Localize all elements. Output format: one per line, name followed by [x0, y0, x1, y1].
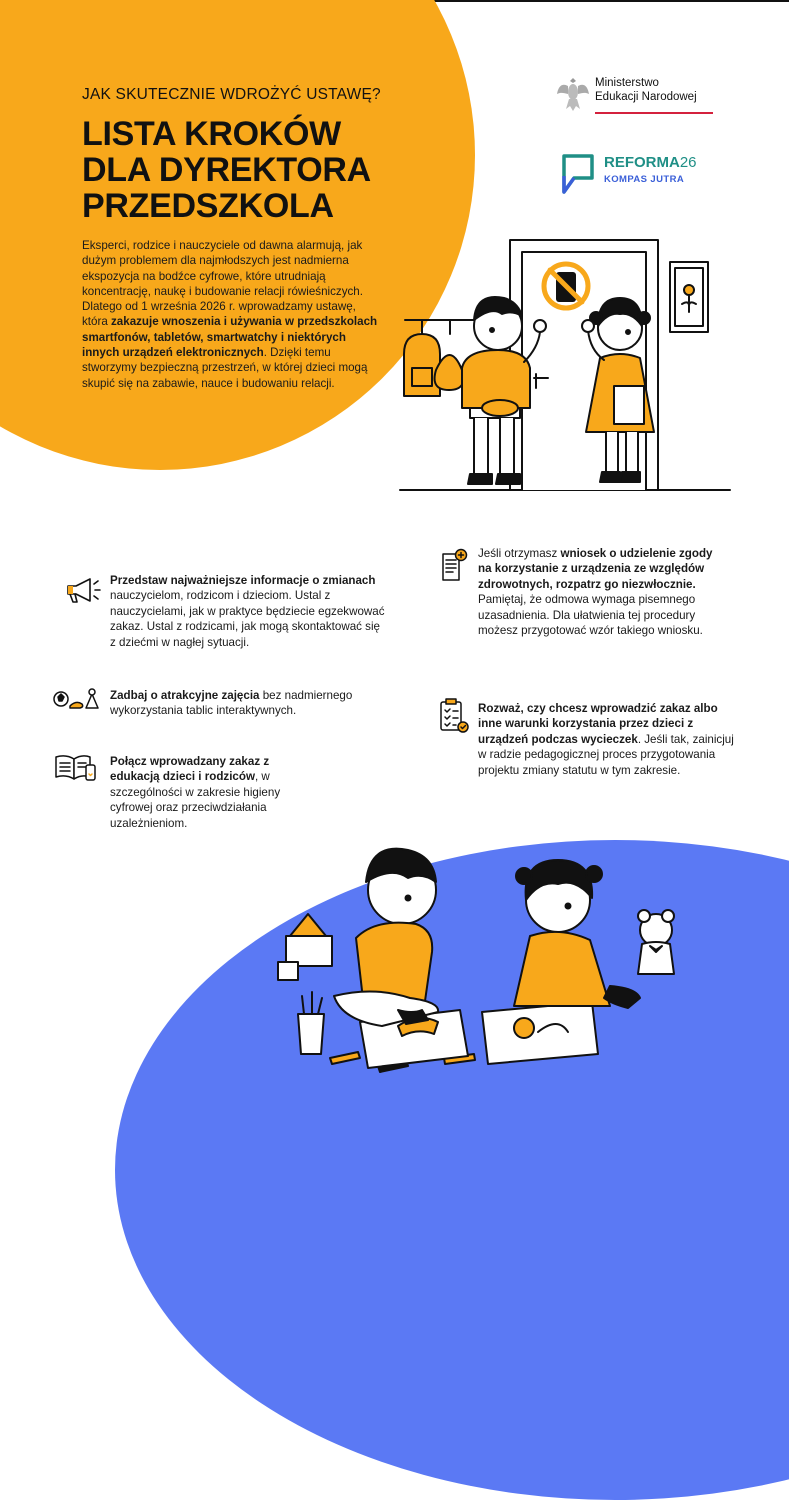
- ministry-red-rule: [595, 112, 713, 114]
- reforma-logo: [560, 152, 730, 198]
- page-title: [82, 116, 371, 224]
- step-3-text: [110, 754, 288, 831]
- reforma-logo-icon: [560, 152, 596, 196]
- step-2-text: [110, 688, 372, 719]
- book-phone-icon: [52, 753, 98, 783]
- step-4-bold: wniosek o udzielenie zgody na korzystanie z urządzenia ze względów zdrowotnych, rozpatrz go niezwłocznie.: [478, 547, 713, 591]
- intro-paragraph: [82, 238, 382, 391]
- step-4-body: Pamiętaj, że odmowa wymaga pisemnego uzasadnienia. Dla ułatwienia tej procedury możesz przygotować wzór takiego wniosku.: [478, 593, 703, 638]
- illustration-kids-at-door: [400, 228, 730, 498]
- step-5-text: [478, 701, 740, 778]
- eagle-emblem-icon: [555, 74, 591, 114]
- reforma-title: [604, 154, 697, 171]
- step-4-text: [478, 546, 718, 638]
- step-2-body: bez nadmiernego wykorzystania tablic interaktywnych.: [110, 689, 353, 718]
- intro-bold: zakazuje wnoszenia i używania w przedszkolach smartfonów, tabletów, smartwatchy i niektórych innych urządzeń elektronicznych: [82, 315, 378, 360]
- megaphone-icon: [64, 576, 104, 606]
- reforma-number: 26: [679, 154, 697, 171]
- step-1-body: nauczycielom, rodzicom i dzieciom. Ustal z nauczycielami, jak w praktyce będziecie egzekwować zakaz. Ustal z rodzicami, jak mogą skontaktować się z dziećmi w nagłej sytuacji.: [110, 589, 385, 649]
- step-1-text: [110, 573, 385, 650]
- reforma-bold: REFORMA: [604, 154, 680, 171]
- ministry-name: [595, 76, 697, 104]
- step-1-bold: Przedstaw najważniejsze informacje o zmianach: [110, 574, 376, 587]
- checklist-icon: [438, 698, 470, 734]
- title-line-2: DLA DYREKTORA: [82, 151, 371, 189]
- ministry-logo: [555, 72, 715, 118]
- illustration-kids-drawing: [268, 826, 708, 1086]
- intro-text-1: Eksperci, rodzice i nauczyciele od dawna alarmują, jak dużym problemem dla najmłodszych jest nadmierna ekspozycja na bodźce cyfrowe, które utrudniają koncentrację, naukę i budowanie relacji rówieśniczych. Dlatego od 1 września 2026 r. wprowadzamy ustawę, która: [82, 239, 363, 329]
- step-4-lead: Jeśli otrzymasz: [478, 547, 561, 560]
- step-5-body: . Jeśli tak, zainicjuj w radzie pedagogicznej proces przygotowania projektu zmiany statutu w tym zakresie.: [478, 732, 734, 777]
- title-line-3: PRZEDSZKOLA: [82, 187, 334, 225]
- toys-icon: [52, 686, 98, 712]
- step-2-bold: Zadbaj o atrakcyjne zajęcia: [110, 689, 260, 702]
- ministry-line-2: Edukacji Narodowej: [595, 91, 697, 103]
- reforma-subtitle: KOMPAS JUTRA: [604, 174, 685, 185]
- kicker-heading: JAK SKUTECZNIE WDROŻYĆ USTAWĘ?: [82, 86, 381, 103]
- title-line-1: LISTA KROKÓW: [82, 115, 341, 153]
- step-3-body: , w szczególności w zakresie higieny cyfrowej oraz przeciwdziałania uzależnieniom.: [110, 770, 281, 830]
- step-3-bold: Połącz wprowadzany zakaz z edukacją dzieci i rodziców: [110, 755, 270, 784]
- step-5-bold: Rozważ, czy chcesz wprowadzić zakaz albo inne warunki korzystania przez dzieci z urządzeń podczas wycieczek: [478, 702, 718, 746]
- document-plus-icon: [440, 548, 470, 582]
- ministry-line-1: Ministerstwo: [595, 77, 659, 89]
- intro-text-2: . Dzięki temu stworzymy bezpieczną przestrzeń, w której dzieci mogą skupić się na zabawie, nauce i budowaniu relacji.: [82, 346, 368, 390]
